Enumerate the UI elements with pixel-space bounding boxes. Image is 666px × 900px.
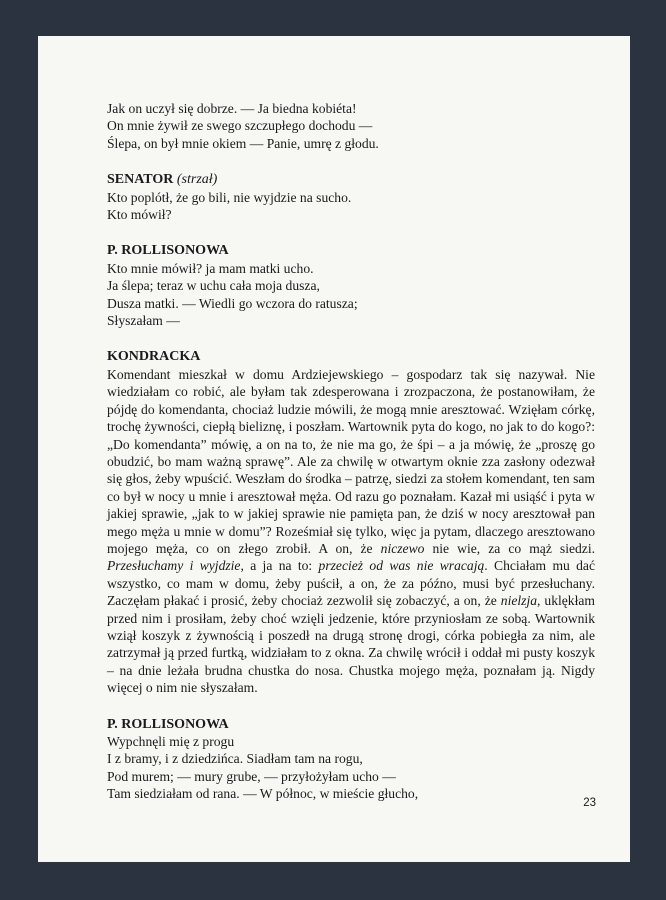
prose-text: , uklękłam przed nim i prosiłam, żeby choć wzięli jedzenie, które przyniosłam ze sobą. Wartownik wziął koszyk z żywnością i poszedł na drugą stronę drogi, córka pobiegła za nim, ale zatrzymał ją przed furtką, widziałam to z okna. Za chwilę wrócił i oddał mi pusty koszyk – na dnie leżała brudna chustka do nosa. Chustka mojego męża, poznałam ją. Nigdy więcej o nim nie słyszałam. <box>107 593 595 696</box>
verse-line: Kto poplótł, że go bili, nie wyjdzie na sucho. <box>107 189 352 205</box>
verse-block <box>107 189 595 224</box>
verse-line: Dusza matki. — Wiedli go wczora do ratusza; <box>107 295 358 311</box>
speaker-heading <box>107 171 595 188</box>
italic-text: przecież od was nie wracają <box>318 558 485 574</box>
verse-block <box>107 260 595 330</box>
speaker-name: SENATOR <box>107 172 174 188</box>
italic-text: Przesłuchamy i wyjdzie <box>107 558 241 574</box>
verse-block <box>107 733 595 803</box>
speaker-name: KONDRACKA <box>107 349 201 365</box>
verse-line: Tam siedziałam od rana. — W północ, w mieście głucho, <box>107 786 419 802</box>
prose-text: , a ja na to: <box>240 558 319 574</box>
verse-line: Kto mówił? <box>107 207 172 223</box>
book-page <box>38 36 630 862</box>
verse-line: Ślepa, on był mnie okiem — Panie, umrę z głodu. <box>107 135 379 151</box>
page-number: 23 <box>583 797 596 809</box>
prose-text: nie wie, za co mąż siedzi. <box>424 540 596 556</box>
verse-line: Wypchnęli mię z progu <box>107 734 235 749</box>
verse-line: Słyszałam — <box>107 313 180 329</box>
verse-line: On mnie żywił ze swego szczupłego dochodu — <box>107 118 373 134</box>
italic-text: niczewo <box>380 540 425 556</box>
speaker-name: P. ROLLISONOWA <box>107 716 229 732</box>
verse-line: Jak on uczył się dobrze. — Ja biedna kobiéta! <box>107 101 357 116</box>
prose-text: Komendant mieszkał w domu Ardziejewskiego – gospodarz tak się nazywał. Nie wiedziałam co robić, ale byłam tak zdesperowana i zrozpaczona, że postanowiłam, że pójdę do komendanta, chociaż ludzie mówili, że mogą mnie aresztować. Wzięłam córkę, trochę żywności, ciepłą bieliznę, i poszłam. Wartownik pyta do kogo, no jak to do kogo?: „Do komendanta” mówię, a on na to, że nie ma go, że śpi – a ja mówię, że „proszę go obudzić, bo mam ważną sprawę”. Ale za chwilę w otwartym oknie zza zasłony odezwał się głos, żeby wpuścić. Weszłam do środka – patrzę, siedzi za stołem komendant, ten sam co był w nocy u mnie i aresztował męża. Od razu go poznałam. Kazał mi usiąść i pyta w jakiej sprawie, „jak to w jakiej sprawie nie pamięta pan, że dziś w nocy aresztował pan mego męża u mnie w domu”? Roześmiał się tylko, więc ja pytam, dlaczego aresztowano mojego męża, co on złego zrobił. A on, że <box>107 366 595 556</box>
prose-paragraph <box>107 366 595 697</box>
speaker-heading <box>107 348 595 365</box>
page-content <box>107 100 595 803</box>
verse-block <box>107 100 595 152</box>
italic-text: nielzja <box>500 593 538 609</box>
speaker-heading <box>107 242 595 259</box>
verse-line: Kto mnie mówił? ja mam matki ucho. <box>107 260 314 276</box>
speaker-heading <box>107 716 595 733</box>
verse-line: I z bramy, i z dziedzińca. Siadłam tam na rogu, <box>107 751 363 767</box>
prose-text: . Chciałam mu dać wszystko, co mam w domu, żeby puścił, a on, że za późno, musi być przesłuchany. Zaczęłam płakać i prosić, żeby chociaż zezwolił się zobaczyć, a on, że <box>107 558 595 609</box>
stage-direction: (strzał) <box>176 172 218 188</box>
verse-line: Ja ślepa; teraz w uchu cała moja dusza, <box>107 278 320 294</box>
speaker-name: P. ROLLISONOWA <box>107 243 229 259</box>
verse-line: Pod murem; — mury grube, — przyłożyłam ucho — <box>107 768 396 784</box>
